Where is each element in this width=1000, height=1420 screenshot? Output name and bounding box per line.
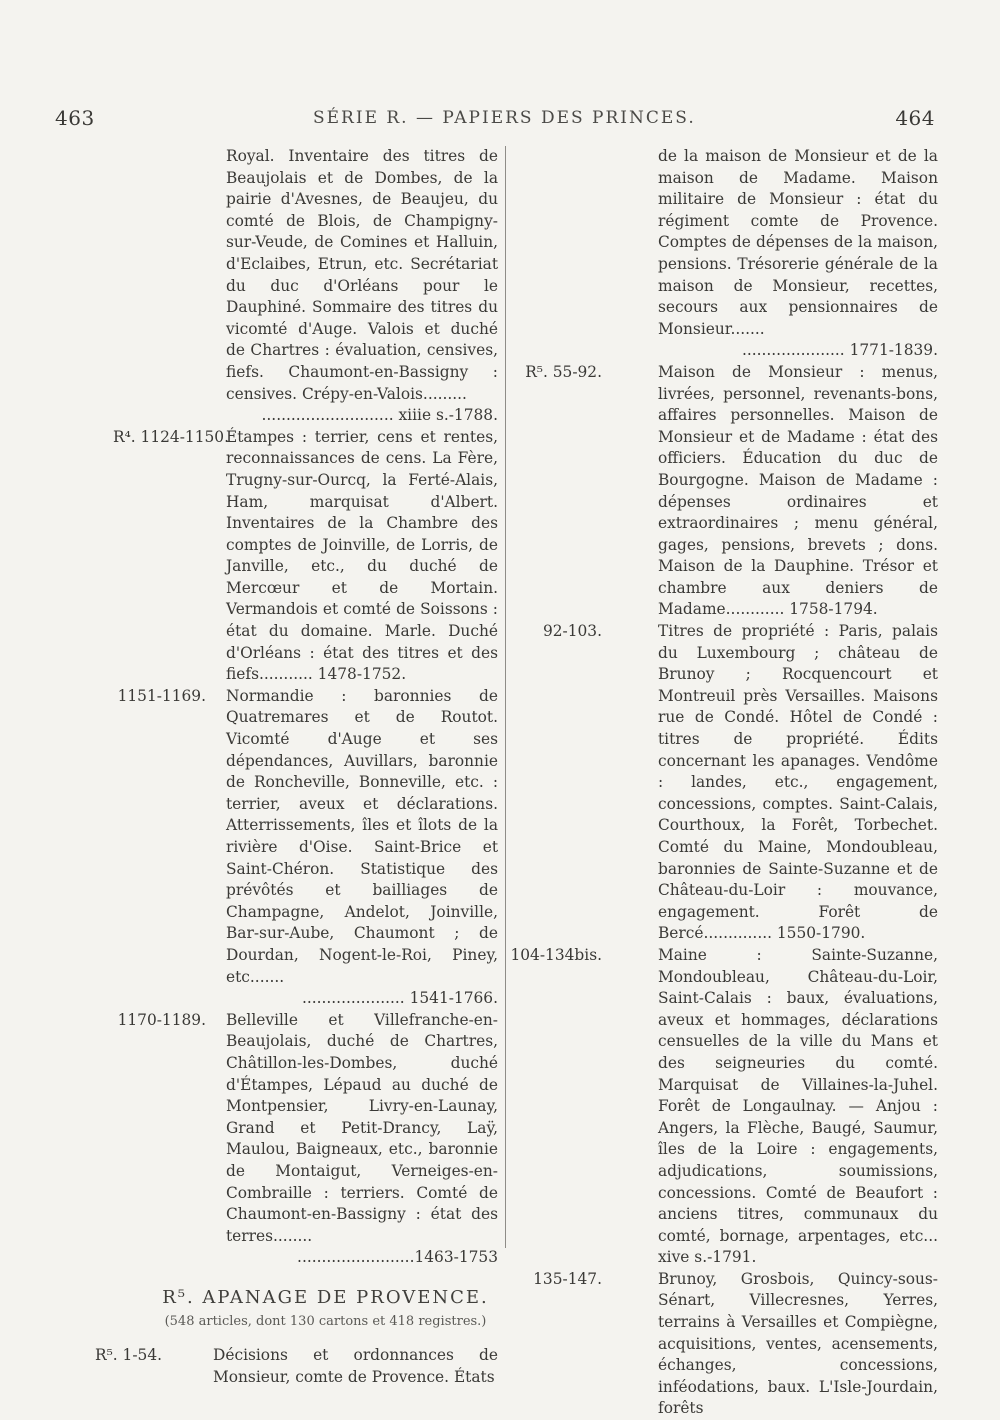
entry-text: Décisions et ordonnances de Monsieur, comte de Provence. États [213,1346,498,1386]
entry-dates: ..................... 1541-1766. [301,989,498,1008]
section-subtitle: (548 articles, dont 130 cartons et 418 registres.) [164,1314,487,1330]
entry-reference: 135-147. [533,1269,602,1288]
inventory-entry [113,686,498,1010]
entry-text: Brunoy, Grosbois, Quincy-sous-Sénart, Villecresnes, Yerres, terrains à Versailles et Compiègne, acquisitions, ventes, acensements, échanges, concessions, inféodations, baux. L'Isle-Jourdain, forêts [658,1269,938,1418]
right-column [510,146,938,1420]
inventory-entry [510,945,938,1269]
entry-dates: ..................... 1771-1839. [741,341,938,360]
entry-text: de la maison de Monsieur et de la maison de Madame. Maison militaire de Monsieur : état du régiment comte de Provence. Comptes de dépenses de la maison, pensions. Trésorerie générale de la maison de Monsieur, recettes, secours aux pensionnaires de Monsieur....... [658,147,938,338]
inventory-entry [113,1010,498,1269]
entry-text: Normandie : baronnies de Quatremares et de Routot. Vicomté d'Auge et ses dépendances, Auvillars, baronnie de Roncheville, Bonneville, etc. : terrier, aveux et déclarations. Atterrissements, îles et îlots de la rivière d'Oise. Saint-Brice et Saint-Chéron. Statistique des prévôtés et bailliages de Champagne, Andelot, Joinville, Bar-sur-Aube, Chaumont ; de Dourdan, Nogent-le-Roi, Piney, etc....... [226,686,498,986]
entry-text: Étampes : terrier, cens et rentes, reconnaissances de cens. La Fère, Trugny-sur-Ourcq, la Ferté-Alais, Ham, marquisat d'Albert. Inventaires de la Chambre des comptes de Joinville, de Lorris, de Janville, etc., du duché de Mercœur et de Mortain. Vermandois et comté de Soissons : état du domaine. Marle. Duché d'Orléans : état des titres et des fiefs........... 1478-1752. [226,427,498,684]
entry-reference: 92-103. [542,622,602,641]
entry-text: Maine : Sainte-Suzanne, Mondoubleau, Château-du-Loir, Saint-Calais : baux, évaluations, aveux et hommages, déclarations censuelles de la ville du Mans et des seigneuries du comté. Marquisat de Villaines-la-Juhel. Forêt de Longaulnay. — Anjou : Angers, la Flèche, Baugé, Saumur, îles de la Loire : engagements, adjudications, soumissions, concessions. Comté de Beaufort : anciens titres, communaux du comté, bornage, arpentages, etc... xive s.-1791. [658,945,938,1267]
left-column [95,146,498,1388]
continued-entry [510,146,938,362]
inventory-entry [113,427,498,686]
inventory-entry [510,1269,938,1420]
right-page-number: 464 [895,106,935,130]
entry-reference: 1151-1169. [117,686,206,705]
entry-reference: 104-134bis. [510,945,602,964]
entry-text: Belleville et Villefranche-en-Beaujolais, duché de Chartres, Châtillon-les-Dombes, duché d'Étampes, Lépaud au duché de Montpensier, Livry-en-Launay, Grand et Petit-Drancy, Laÿ, Maulou, Baigneaux, etc., baronnie de Montaigut, Verneiges-en-Combraille : terriers. Comté de Chaumont-en-Bassigny : état des terres........ [226,1010,498,1245]
section-title: R⁵. APANAGE DE PROVENCE. [162,1286,489,1308]
inventory-entry [510,362,938,621]
running-header [55,100,935,134]
entry-reference: R⁵. 55-92. [525,362,602,381]
series-title: SÉRIE R. — PAPIERS DES PRINCES. [313,108,696,128]
inventory-entry [510,621,938,945]
entry-text: Maison de Monsieur : menus, livrées, personnel, revenants-bons, affaires personnelles. Maison de Monsieur et de Madame : état des officiers. Éducation du duc de Bourgogne. Maison de Madame : dépenses ordinaires et extraordinaires ; menu général, gages, pensions, brevets ; dons. Maison de la Dauphine. Trésor et chambre aux deniers de Madame............ 1758-1794. [658,362,938,619]
continued-entry [113,146,498,427]
column-divider [505,146,506,1248]
entry-dates: ........................... xiiie s.-1788. [261,406,498,425]
entry-dates: ........................1463-1753 [297,1248,498,1267]
entry-reference: 1170-1189. [117,1010,206,1029]
entry-reference: R⁵. 1-54. [95,1346,163,1365]
entry-reference: R⁴. 1124-1150. [113,427,229,446]
entry-text: Royal. Inventaire des titres de Beaujolais et de Dombes, de la pairie d'Avesnes, de Beaujeu, du comté de Blois, de Champigny-sur-Veude, de Comines et Halluin, d'Eclaibes, Etrun, etc. Secrétariat du duc d'Orléans pour le Dauphiné. Sommaire des titres du vicomté d'Auge. Valois et duché de Chartres : évaluation, censives, fiefs. Chaumont-en-Bassigny : censives. Crépy-en-Valois......... [226,147,498,403]
entry-text: Titres de propriété : Paris, palais du Luxembourg ; château de Brunoy ; Rocquencourt et Montreuil près Versailles. Maisons rue de Condé. Hôtel de Condé : titres de propriété. Édits concernant les apanages. Vendôme : landes, etc., engagement, concessions, comptes. Saint-Calais, Courthoux, la Forêt, Torbechet. Comté du Maine, Mondoubleau, baronnies de Sainte-Suzanne et de Château-du-Loir : mouvance, engagement. Forêt de Bercé.............. 1550-1790. [658,622,938,943]
left-page-number: 463 [55,106,95,130]
section-heading [113,1287,498,1333]
